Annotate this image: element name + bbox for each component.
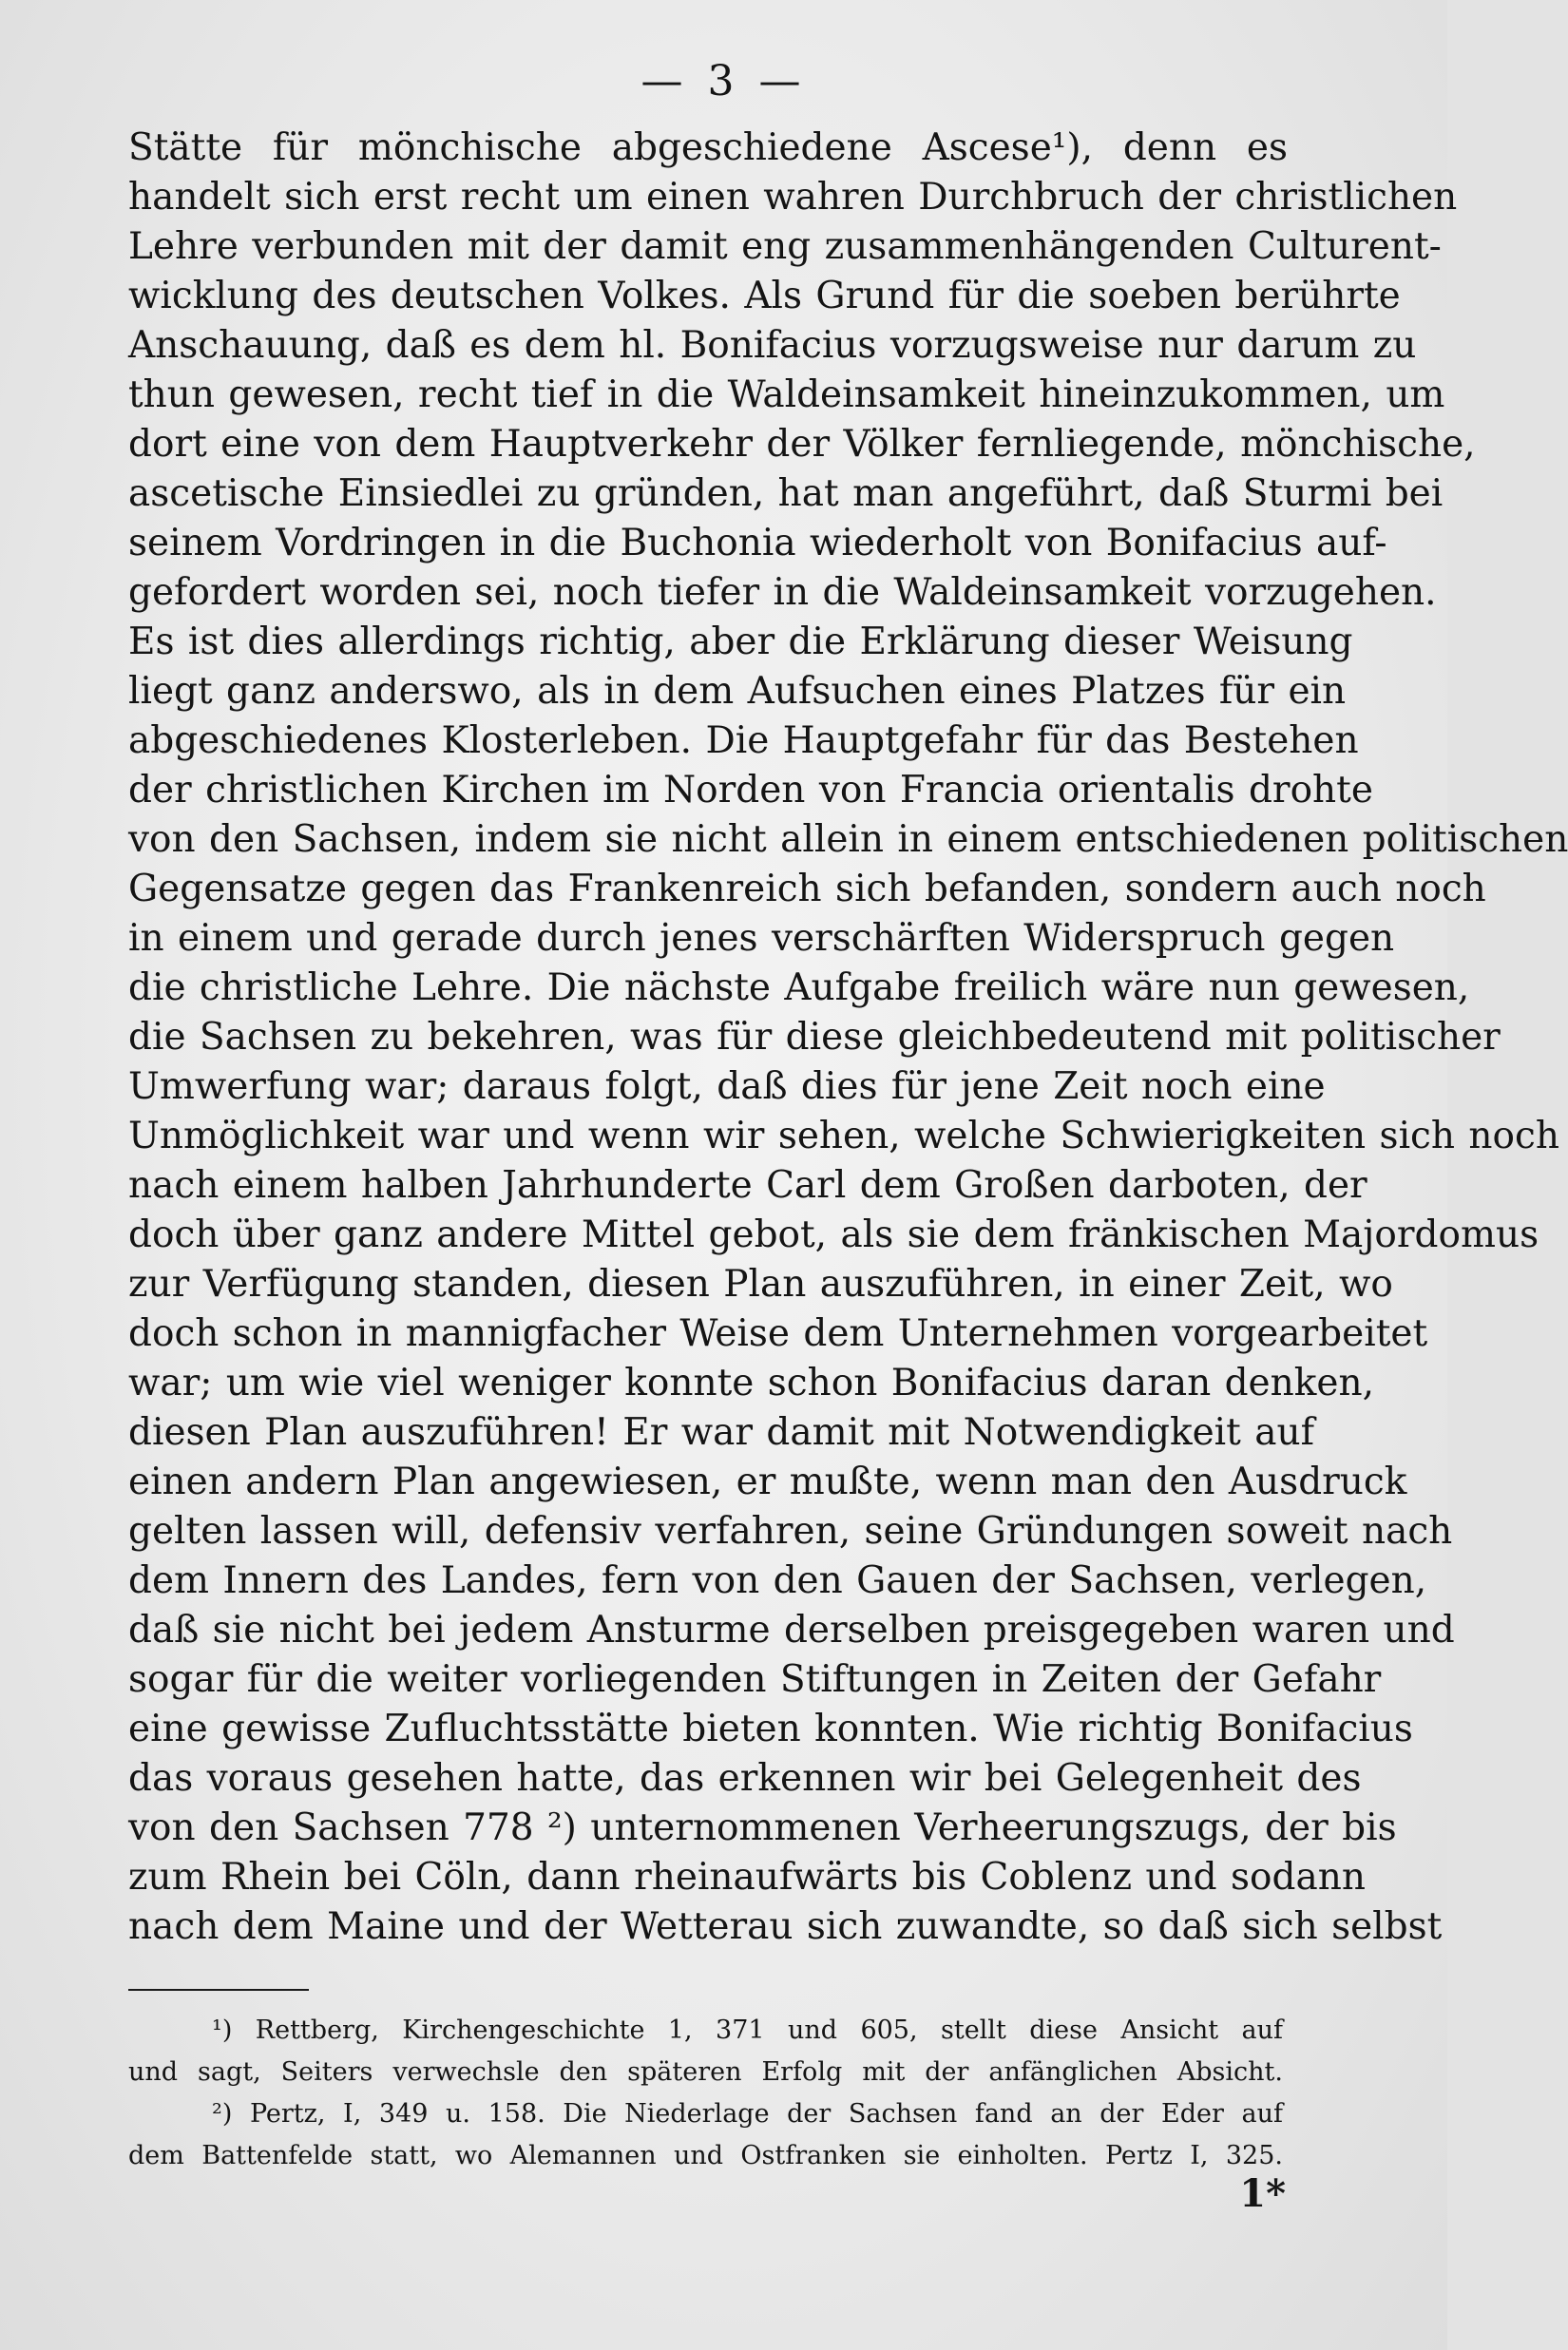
body-line: gefordert worden sei, noch tiefer in die Waldeinsamkeit vorzugehen. <box>128 571 1437 614</box>
body-line: handelt sich erst recht um einen wahren Durchbruch der christlichen <box>128 176 1458 219</box>
body-line: Gegensatze gegen das Frankenreich sich befanden, sondern auch noch <box>128 868 1486 910</box>
footnote-line: ¹) Rettberg, Kirchengeschichte 1, 371 und 605, stellt diese Ansicht auf <box>212 2016 1283 2045</box>
body-line: doch über ganz andere Mittel gebot, als sie dem fränkischen Majordomus <box>128 1213 1539 1256</box>
body-line: wicklung des deutschen Volkes. Als Grund für die soeben berührte <box>128 275 1401 317</box>
body-line: nach dem Maine und der Wetterau sich zuwandte, so daß sich selbst <box>128 1905 1443 1948</box>
body-line: Lehre verbunden mit der damit eng zusammenhängenden Culturent- <box>128 225 1442 268</box>
body-line: seinem Vordringen in die Buchonia wiederholt von Bonifacius auf- <box>128 522 1387 564</box>
body-line: von den Sachsen, indem sie nicht allein in einem entschiedenen politischen <box>128 818 1568 861</box>
body-line: dem Innern des Landes, fern von den Gauen der Sachsen, verlegen, <box>128 1559 1427 1602</box>
body-line: doch schon in mannigfacher Weise dem Unternehmen vorgearbeitet <box>128 1312 1428 1355</box>
body-line: dort eine von dem Hauptverkehr der Völker fernliegende, mönchische, <box>128 423 1476 466</box>
body-line: das voraus gesehen hatte, das erkennen wir bei Gelegenheit des <box>128 1757 1362 1800</box>
footnotes <box>128 2010 1283 2177</box>
body-line: sogar für die weiter vorliegenden Stiftungen in Zeiten der Gefahr <box>128 1658 1382 1701</box>
body-line: Unmöglichkeit war und wenn wir sehen, welche Schwierigkeiten sich noch <box>128 1115 1559 1157</box>
body-line: liegt ganz anderswo, als in dem Aufsuchen eines Platzes für ein <box>128 670 1347 713</box>
body-line: in einem und gerade durch jenes verschärften Widerspruch gegen <box>128 917 1395 960</box>
body-line: abgeschiedenes Klosterleben. Die Hauptgefahr für das Bestehen <box>128 719 1359 762</box>
printer-signature-mark: 1* <box>1239 2171 1286 2216</box>
body-line: Es ist dies allerdings richtig, aber die Erklärung dieser Weisung <box>128 621 1353 663</box>
body-text <box>128 124 1568 1952</box>
body-line: daß sie nicht bei jedem Ansturme derselben preisgegeben waren und <box>128 1609 1455 1652</box>
body-line: war; um wie viel weniger konnte schon Bonifacius daran denken, <box>128 1362 1374 1404</box>
body-line: einen andern Plan angewiesen, er mußte, wenn man den Ausdruck <box>128 1461 1407 1503</box>
footnote-line: ²) Pertz, I, 349 u. 158. Die Niederlage der Sachsen fand an der Eder auf <box>212 2099 1283 2129</box>
body-line: zur Verfügung standen, diesen Plan auszuführen, in einer Zeit, wo <box>128 1263 1393 1306</box>
body-line: von den Sachsen 778 ²) unternommenen Verheerungszugs, der bis <box>128 1806 1397 1849</box>
page-number: — 3 — <box>641 57 807 105</box>
body-line: zum Rhein bei Cöln, dann rheinaufwärts bis Coblenz und sodann <box>128 1856 1366 1899</box>
body-line: der christlichen Kirchen im Norden von Francia orientalis drohte <box>128 769 1373 812</box>
footnote-line: dem Battenfelde statt, wo Alemannen und Ostfranken sie einholten. Pertz I, 325. <box>128 2141 1283 2170</box>
body-line: gelten lassen will, defensiv verfahren, seine Gründungen soweit nach <box>128 1510 1453 1553</box>
body-line: thun gewesen, recht tief in die Waldeinsamkeit hineinzukommen, um <box>128 373 1445 416</box>
body-line: ascetische Einsiedlei zu gründen, hat man angeführt, daß Sturmi bei <box>128 472 1444 515</box>
body-line: diesen Plan auszuführen! Er war damit mit Notwendigkeit auf <box>128 1411 1315 1454</box>
footnote-line: und sagt, Seiters verwechsle den späteren Erfolg mit der anfänglichen Absicht. <box>128 2057 1283 2087</box>
body-line: Stätte für mönchische abgeschiedene Ascese¹), denn es <box>128 126 1288 169</box>
body-line: nach einem halben Jahrhunderte Carl dem Großen darboten, der <box>128 1164 1367 1207</box>
body-line: Umwerfung war; daraus folgt, daß dies für jene Zeit noch eine <box>128 1065 1326 1108</box>
footnote-divider <box>128 1989 309 1991</box>
body-line: die Sachsen zu bekehren, was für diese gleichbedeutend mit politischer <box>128 1016 1501 1059</box>
body-line: Anschauung, daß es dem hl. Bonifacius vorzugsweise nur darum zu <box>128 324 1417 367</box>
body-line: die christliche Lehre. Die nächste Aufgabe freilich wäre nun gewesen, <box>128 966 1470 1009</box>
body-line: eine gewisse Zufluchtsstätte bieten konnten. Wie richtig Bonifacius <box>128 1708 1413 1750</box>
